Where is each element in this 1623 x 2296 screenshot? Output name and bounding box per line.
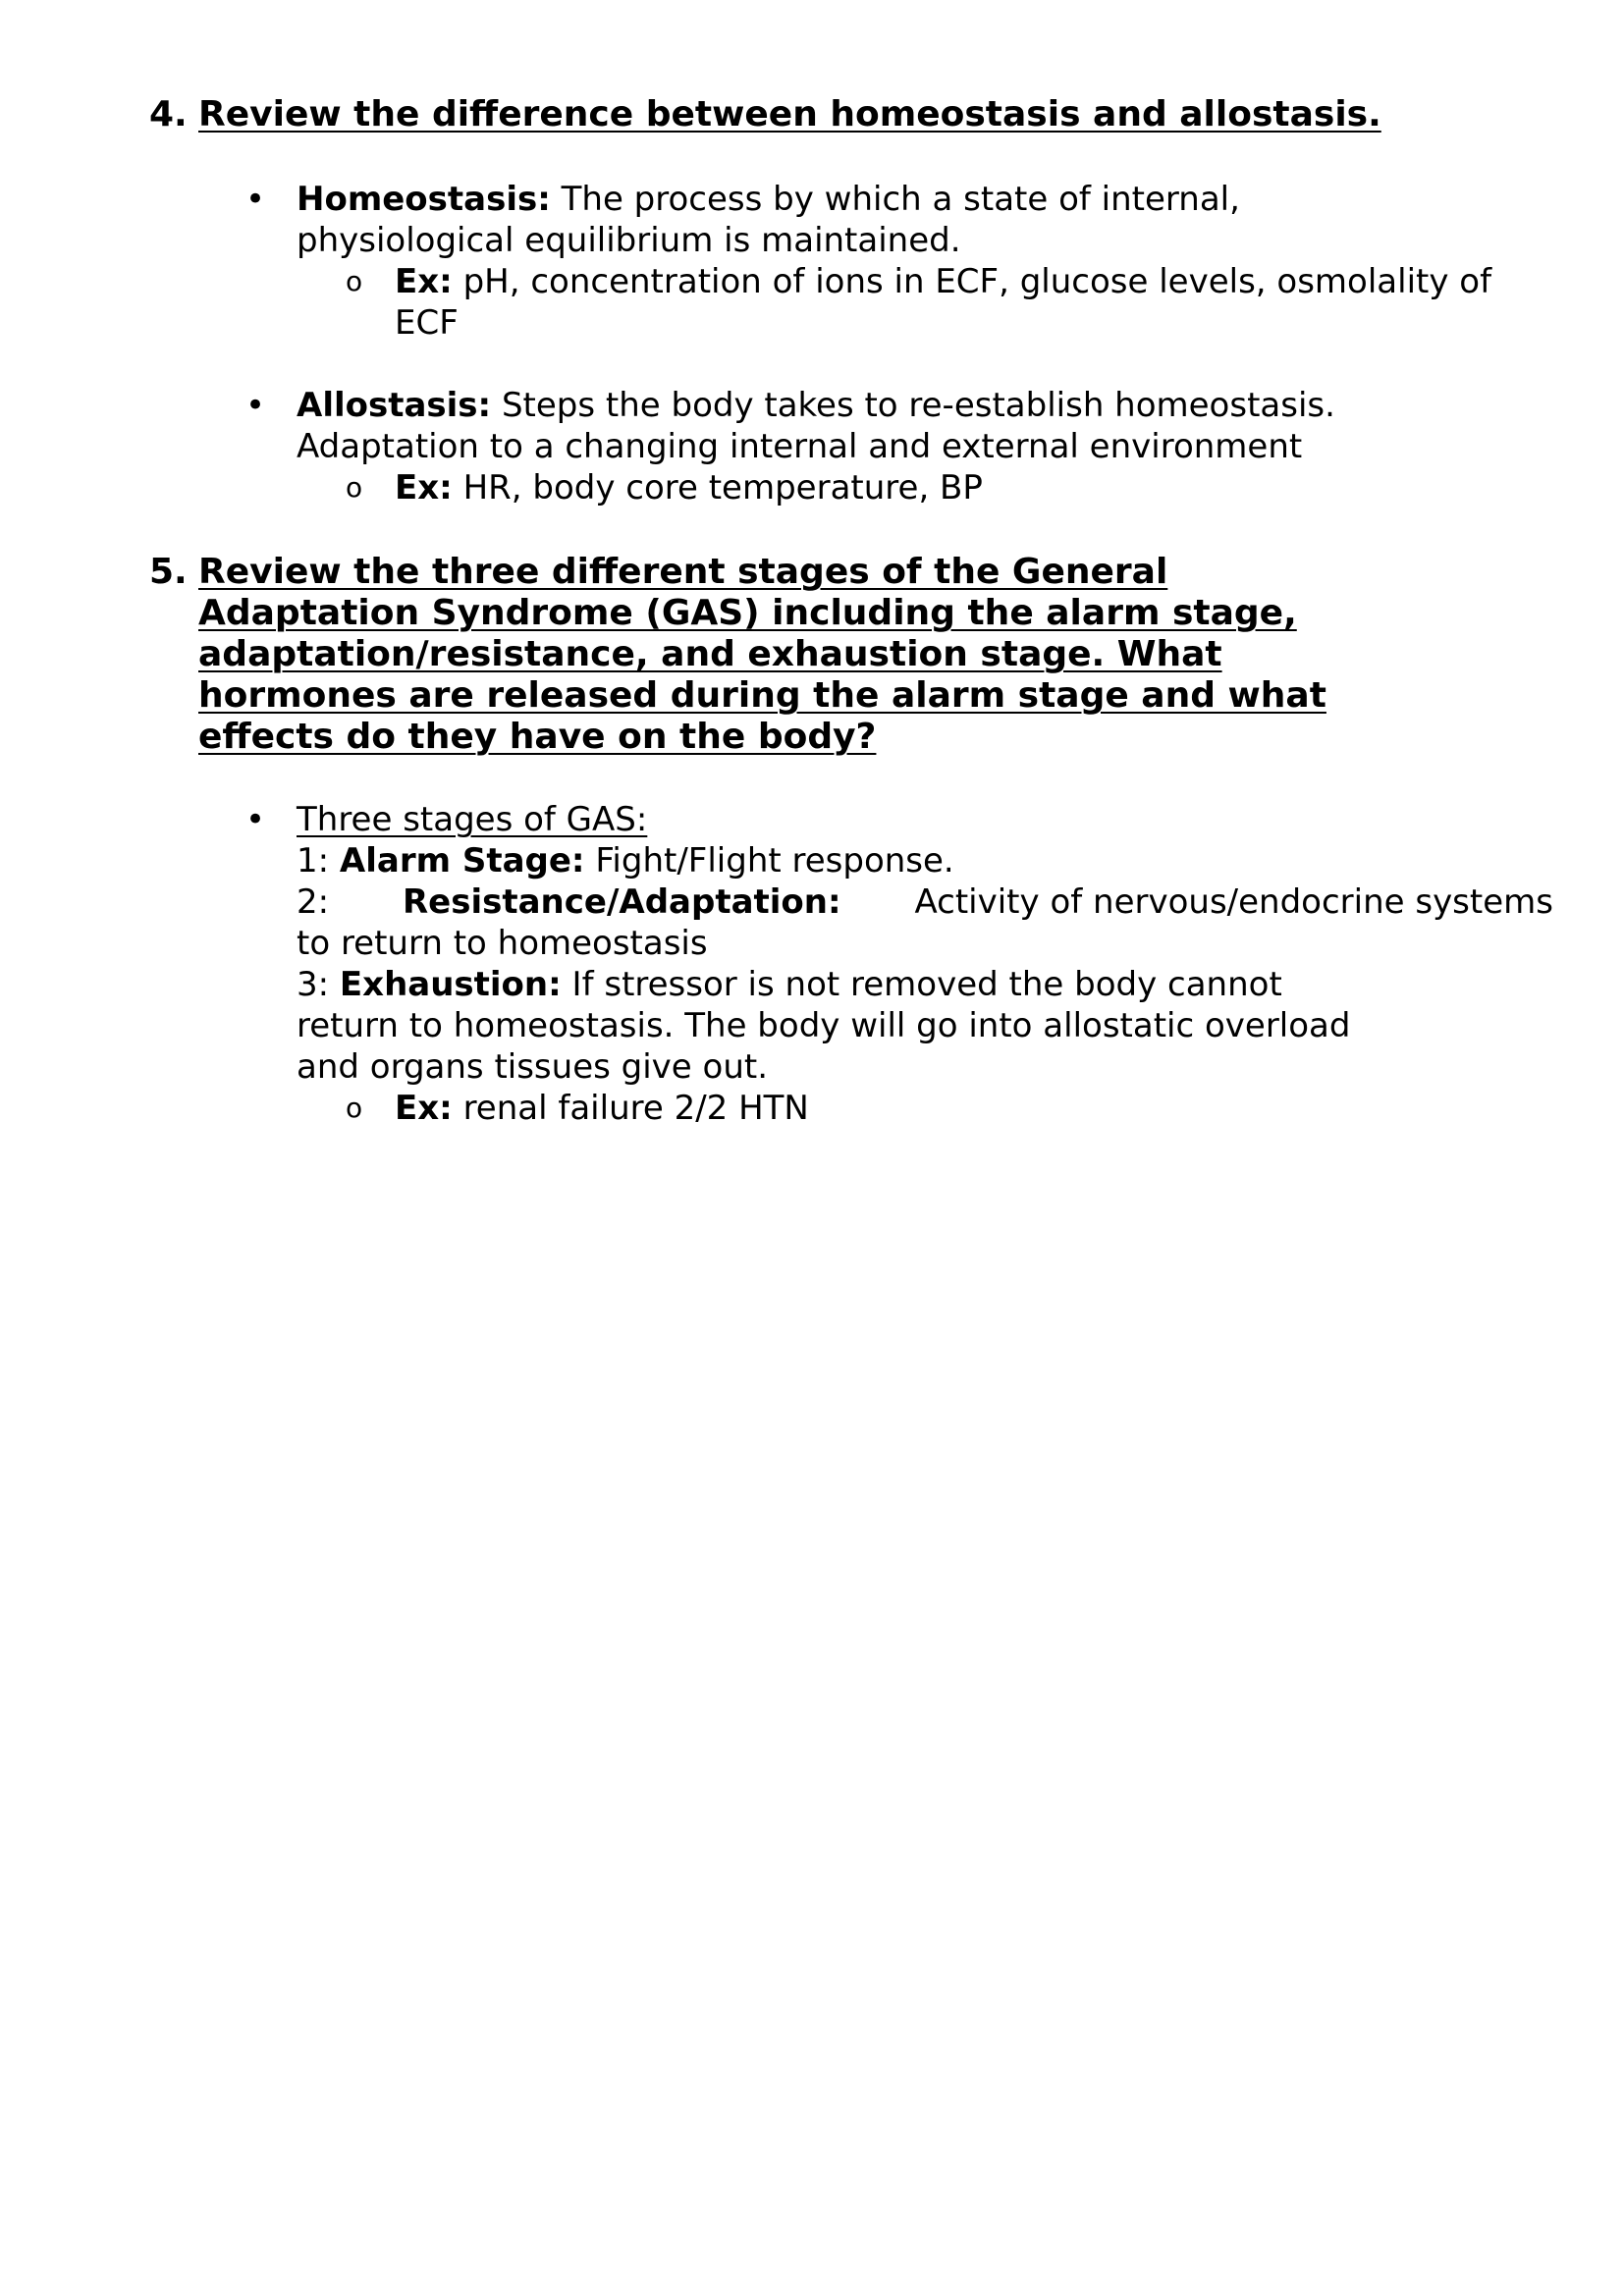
example-label: Ex:	[395, 262, 453, 301]
question-number: 5.	[149, 552, 188, 592]
question-title-line: hormones are released during the alarm stage and what	[198, 675, 1326, 716]
sub-bullet-icon: o	[346, 471, 363, 504]
definition-line: Steps the body takes to re-establish homeostasis.	[501, 386, 1335, 425]
example-text: HR, body core temperature, BP	[462, 468, 983, 507]
stage-term: Alarm Stage:	[339, 841, 585, 881]
bullet-icon: •	[245, 386, 266, 425]
question-number: 4.	[149, 94, 188, 134]
example-text: ECF	[395, 303, 459, 343]
question-title: Review the difference between homeostasis and allostasis.	[198, 94, 1381, 134]
question-title	[198, 552, 1326, 758]
stage-text: Activity of nervous/endocrine systems	[914, 882, 1553, 922]
example-label: Ex:	[395, 1089, 453, 1128]
definition-line: Adaptation to a changing internal and external environment	[297, 427, 1303, 466]
definition-line: The process by which a state of internal,	[561, 180, 1240, 219]
question-title-line: effects do they have on the body?	[198, 717, 877, 757]
stage-number: 1:	[297, 841, 330, 881]
stage-text: If stressor is not removed the body cannot	[571, 965, 1282, 1004]
bullet-icon: •	[245, 180, 266, 219]
bullet-icon: •	[245, 800, 266, 839]
definition-line: physiological equilibrium is maintained.	[297, 221, 961, 260]
example-text: pH, concentration of ions in ECF, glucose levels, osmolality of	[462, 262, 1492, 301]
sub-bullet-icon: o	[346, 265, 363, 297]
term-homeostasis: Homeostasis:	[297, 180, 551, 219]
stage-number: 2:	[297, 882, 330, 922]
example-label: Ex:	[395, 468, 453, 507]
question-title-line: adaptation/resistance, and exhaustion stage. What	[198, 634, 1222, 674]
stage-text: to return to homeostasis	[297, 924, 708, 963]
stage-3	[297, 964, 1553, 1005]
stage-text: return to homeostasis. The body will go into allostatic overload	[297, 1006, 1351, 1045]
question-title-line: Review the three different stages of the General	[198, 552, 1168, 592]
question-title-line: Adaptation Syndrome (GAS) including the alarm stage,	[198, 593, 1297, 633]
sub-bullet-icon: o	[346, 1092, 363, 1124]
stage-term: Resistance/Adaptation:	[402, 882, 841, 922]
stage-text: and organs tissues give out.	[297, 1047, 769, 1087]
stages-heading: Three stages of GAS:	[297, 800, 648, 839]
example-text: renal failure 2/2 HTN	[462, 1089, 809, 1128]
stage-number: 3:	[297, 965, 330, 1004]
stage-term: Exhaustion:	[339, 965, 562, 1004]
stage-2	[297, 881, 1553, 923]
term-allostasis: Allostasis:	[297, 386, 492, 425]
stage-1	[297, 840, 1553, 881]
stage-text: Fight/Flight response.	[595, 841, 954, 881]
